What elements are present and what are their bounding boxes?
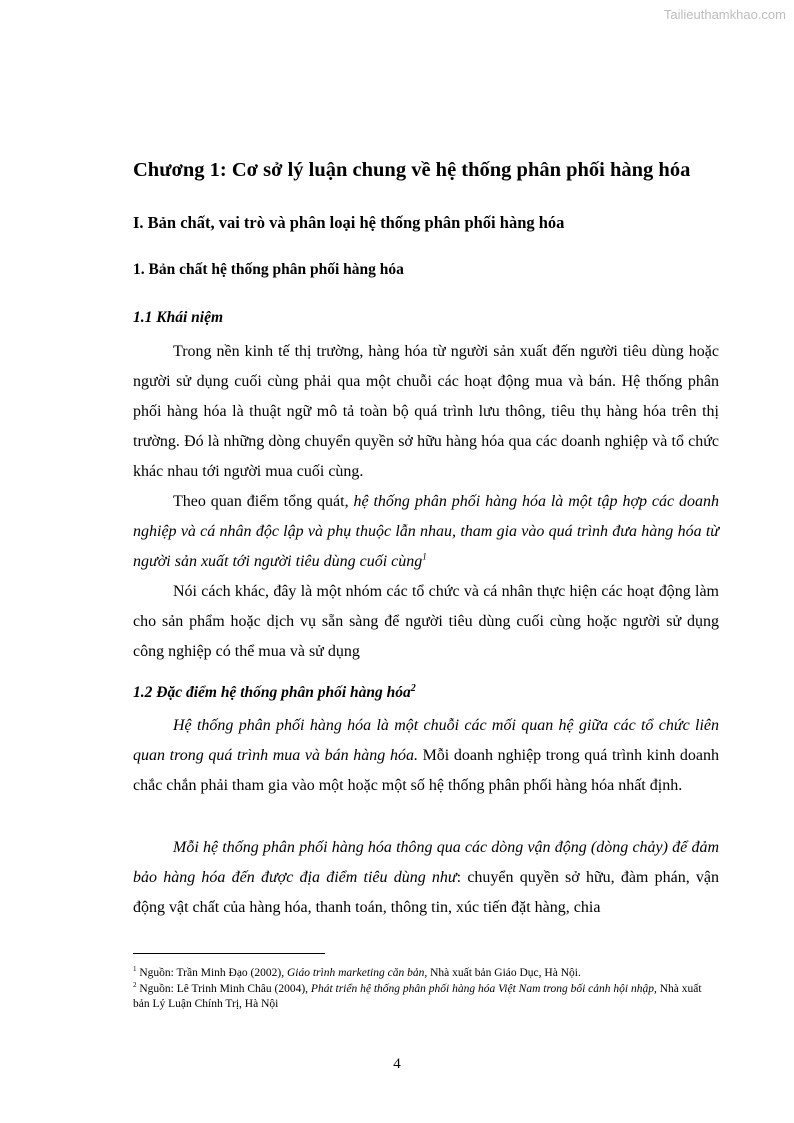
footnote-ref-1: 1 (422, 551, 427, 562)
paragraph-rest: Mỗi doanh nghiệp trong quá trình kinh doanh chắc chắn phải tham gia vào một hoặc một số hệ thống phân phối hàng hóa nhất định. (133, 747, 719, 794)
subsection-title: 1. Bản chất hệ thống phân phối hàng hóa (133, 261, 404, 278)
footnote-text: , Nhà xuất bản Lý Luận Chính Trị, Hà Nội (133, 982, 702, 1010)
emphasis-text: Hệ thống phân phối hàng hóa là một chuỗi các mối quan hệ giữa các tổ chức liên quan trong quá trình mua và bán hàng hóa. (133, 717, 719, 764)
chapter-title: Chương 1: Cơ sở lý luận chung về hệ thống phân phối hàng hóa (133, 159, 691, 181)
footnote-text: Nhà xuất bản Giáo Dục, Hà Nội. (427, 966, 581, 979)
heading-1-1: 1.1 Khái niệm (133, 309, 224, 326)
footnote-text: Nguồn: Lê Trinh Minh Châu (2004), (136, 982, 311, 995)
paragraph-1-1-c: Nói cách khác, đây là một nhóm các tổ chức và cá nhân thực hiện các hoạt động làm cho sản phẩm hoặc dịch vụ sẵn sàng để người tiêu dùng cuối cùng hoặc người sử dụng công nghiệp có thể mua và sử dụng (133, 583, 719, 660)
paragraph-1-1-b (133, 487, 719, 577)
paragraph-1-2-a (133, 711, 719, 801)
footnote-title: Phát triển hệ thống phân phối hàng hóa Việt Nam trong bối cảnh hội nhập (310, 982, 654, 995)
footnote-2 (133, 978, 719, 1012)
paragraph-1-1-a: Trong nền kinh tế thị trường, hàng hóa từ người sản xuất đến người tiêu dùng hoặc người sử dụng cuối cùng phải qua một chuỗi các hoạt động mua và bán. Hệ thống phân phối hàng hóa là thuật ngữ mô tả toàn bộ quá trình lưu thông, tiêu thụ hàng hóa trên thị trường. Đó là những dòng chuyển quyền sở hữu hàng hóa qua các doanh nghiệp và tổ chức khác nhau tới người mua cuối cùng. (133, 343, 719, 480)
paragraph-1-2-b (133, 833, 719, 923)
section-title: I. Bản chất, vai trò và phân loại hệ thống phân phối hàng hóa (133, 213, 565, 232)
footnote-title: Giáo trình marketing căn bản, (286, 966, 428, 979)
definition-text: hệ thống phân phối hàng hóa là một tập hợp các doanh nghiệp và cá nhân độc lập và phụ thuộc lẫn nhau, tham gia vào quá trình đưa hàng hóa từ người sản xuất tới người tiêu dùng cuối cùng (133, 493, 719, 570)
footnote-ref-2: 2 (410, 683, 416, 694)
footnote-text: Nguồn: Trần Minh Đạo (2002), (136, 966, 287, 979)
footnote-divider (133, 953, 325, 954)
emphasis-text: Mỗi hệ thống phân phối hàng hóa thông qua các dòng vận động (dòng chảy) để đảm bảo hàng hóa đến được địa điểm tiêu dùng như (133, 839, 719, 886)
paragraph-lead: Theo quan điểm tổng quát, (173, 493, 354, 510)
paragraph-rest: : chuyển quyền sở hữu, đàm phán, vận động vật chất của hàng hóa, thanh toán, thông tin, xúc tiến đặt hàng, chia (133, 869, 720, 916)
footnote-number: 2 (133, 981, 137, 989)
heading-1-2 (133, 683, 416, 702)
watermark: Tailieuthamkhao.com (663, 7, 786, 22)
page-number: 4 (393, 1056, 401, 1072)
heading-1-2-text: 1.2 Đặc điểm hệ thống phân phối hàng hóa (133, 684, 411, 702)
footnote-number: 1 (133, 965, 137, 973)
